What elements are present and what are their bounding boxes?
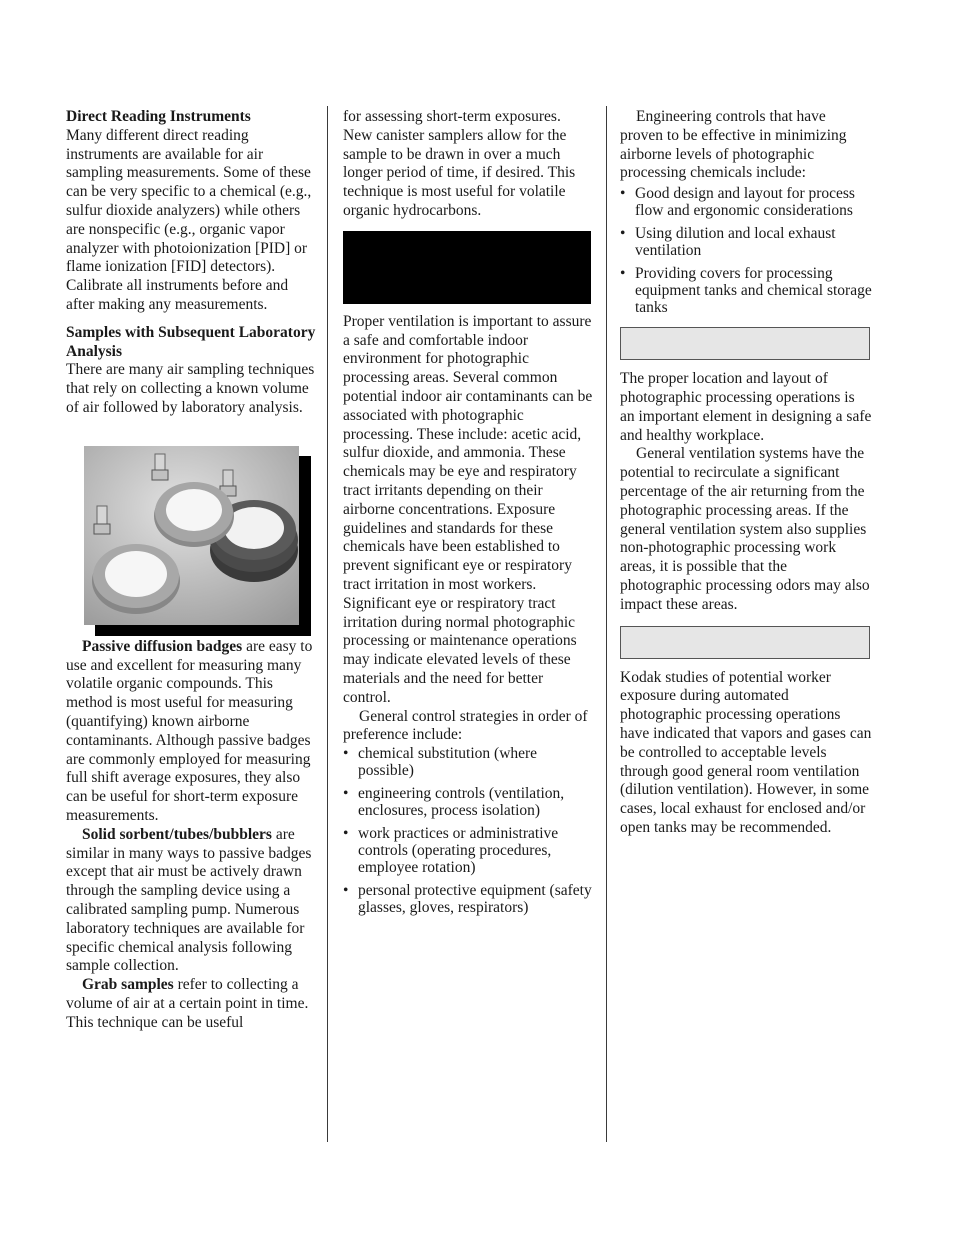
column-rule-2 bbox=[606, 106, 607, 1142]
heading-direct-reading: Direct Reading Instruments bbox=[66, 108, 251, 125]
para-grab-samples: Grab samples refer to collecting a volume of air at a certain point in time. This technique can be useful bbox=[66, 976, 309, 1031]
para-solid-sorbent: Solid sorbent/tubes/bubblers are similar in many ways to passive badges except that air must be actively drawn through the sampling device using a calibrated sampling pump. Numerous laboratory techniques are available for specific chemical analysis following sample collection. bbox=[66, 825, 312, 975]
list-item: • Using dilution and local exhaust ventilation bbox=[620, 225, 836, 260]
badge-photo-figure bbox=[84, 446, 330, 638]
column-2 bbox=[343, 108, 593, 922]
para-ventilation: Proper ventilation is important to assure a safe and comfortable indoor environment for photographic processing areas. Several common potential indoor air contaminants can be associated with photographic processing. These include: acetic acid, sulfur dioxide, and ammonia. These chemicals may be eye and respiratory tract irritants depending on their airborne concentrations. Exposure guidelines and standards for these chemicals have been established to prevent significant eye or respiratory tract irritation in most workers. Significant eye or respiratory tract irritation during normal photographic processing or maintenance operations may indicate elevated levels of these materials and the need for better control. bbox=[343, 312, 593, 706]
para-engineering-controls: Engineering controls that have proven to be effective in minimizing airborne levels of photographic processing chemicals include: bbox=[620, 108, 847, 182]
subheading-box-location bbox=[620, 327, 870, 360]
para-lab-analysis: There are many air sampling techniques that rely on collecting a known volume of air followed by laboratory analysis. bbox=[66, 361, 315, 416]
para-location-layout: The proper location and layout of photographic processing operations is an important element in designing a safe and healthy workplace. bbox=[620, 370, 872, 444]
list-item: • engineering controls (ventilation, enclosures, process isolation) bbox=[343, 785, 565, 820]
subheading-box-exposure bbox=[620, 626, 870, 659]
section-heading-bar bbox=[343, 231, 591, 304]
list-item: • Good design and layout for process flow and ergonomic considerations bbox=[620, 185, 855, 220]
engineering-control-list bbox=[620, 185, 872, 316]
list-item: • personal protective equipment (safety glasses, gloves, respirators) bbox=[343, 882, 592, 917]
column-3 bbox=[620, 108, 872, 838]
passive-badges-photo bbox=[84, 446, 299, 625]
heading-lab-analysis: Samples with Subsequent Laboratory Analysis bbox=[66, 323, 316, 360]
list-item: • chemical substitution (where possible) bbox=[343, 745, 538, 780]
para-canister: for assessing short-term exposures. New canister samplers allow for the sample to be drawn in over a much longer period of time, if desired. This technique is most useful for volatile organic hydrocarbons. bbox=[343, 108, 576, 219]
list-item: • work practices or administrative controls (operating procedures, employee rotation) bbox=[343, 825, 559, 877]
para-passive-badges: Passive diffusion badges are easy to use and excellent for measuring many volatile organic compounds. This method is most useful for measuring (quantifying) known airborne contaminants. Although passive badges are commonly employed for measuring full shift average exposures, they also can be useful for short-term exposure measurements. bbox=[66, 637, 313, 824]
control-strategy-list bbox=[343, 745, 593, 916]
para-general-ventilation: General ventilation systems have the potential to recirculate a significant percentage of the air returning from the photographic processing areas. If the general ventilation system also supplies non-photographic processing work areas, it is possible that the photographic processing odors may also impact these areas. bbox=[620, 445, 870, 613]
term-passive-badges: Passive diffusion badges bbox=[82, 637, 243, 655]
term-solid-sorbent: Solid sorbent/tubes/bubblers bbox=[82, 825, 272, 843]
para-kodak-studies: Kodak studies of potential worker exposure during automated photographic processing operations have indicated that vapors and gases can be controlled to acceptable levels through good general room ventilation (dilution ventilation). However, in some cases, local exhaust for enclosed and/or open tanks may be recommended. bbox=[620, 668, 872, 836]
para-direct-reading: Many different direct reading instruments are available for air sampling measurements. Some of these can be very specific to a chemical (e.g., sulfur dioxide analyzers) while others are nonspecific (e.g., organic vapor analyzer with photoionization [PID] or flame ionization [FID] detectors). Calibrate all instruments before and after making any measurements. bbox=[66, 126, 312, 313]
para-control-strategies: General control strategies in order of preference include: bbox=[343, 707, 588, 744]
column-1 bbox=[66, 108, 316, 1032]
list-item: • Providing covers for processing equipment tanks and chemical storage tanks bbox=[620, 265, 872, 317]
term-grab-samples: Grab samples bbox=[82, 976, 174, 994]
